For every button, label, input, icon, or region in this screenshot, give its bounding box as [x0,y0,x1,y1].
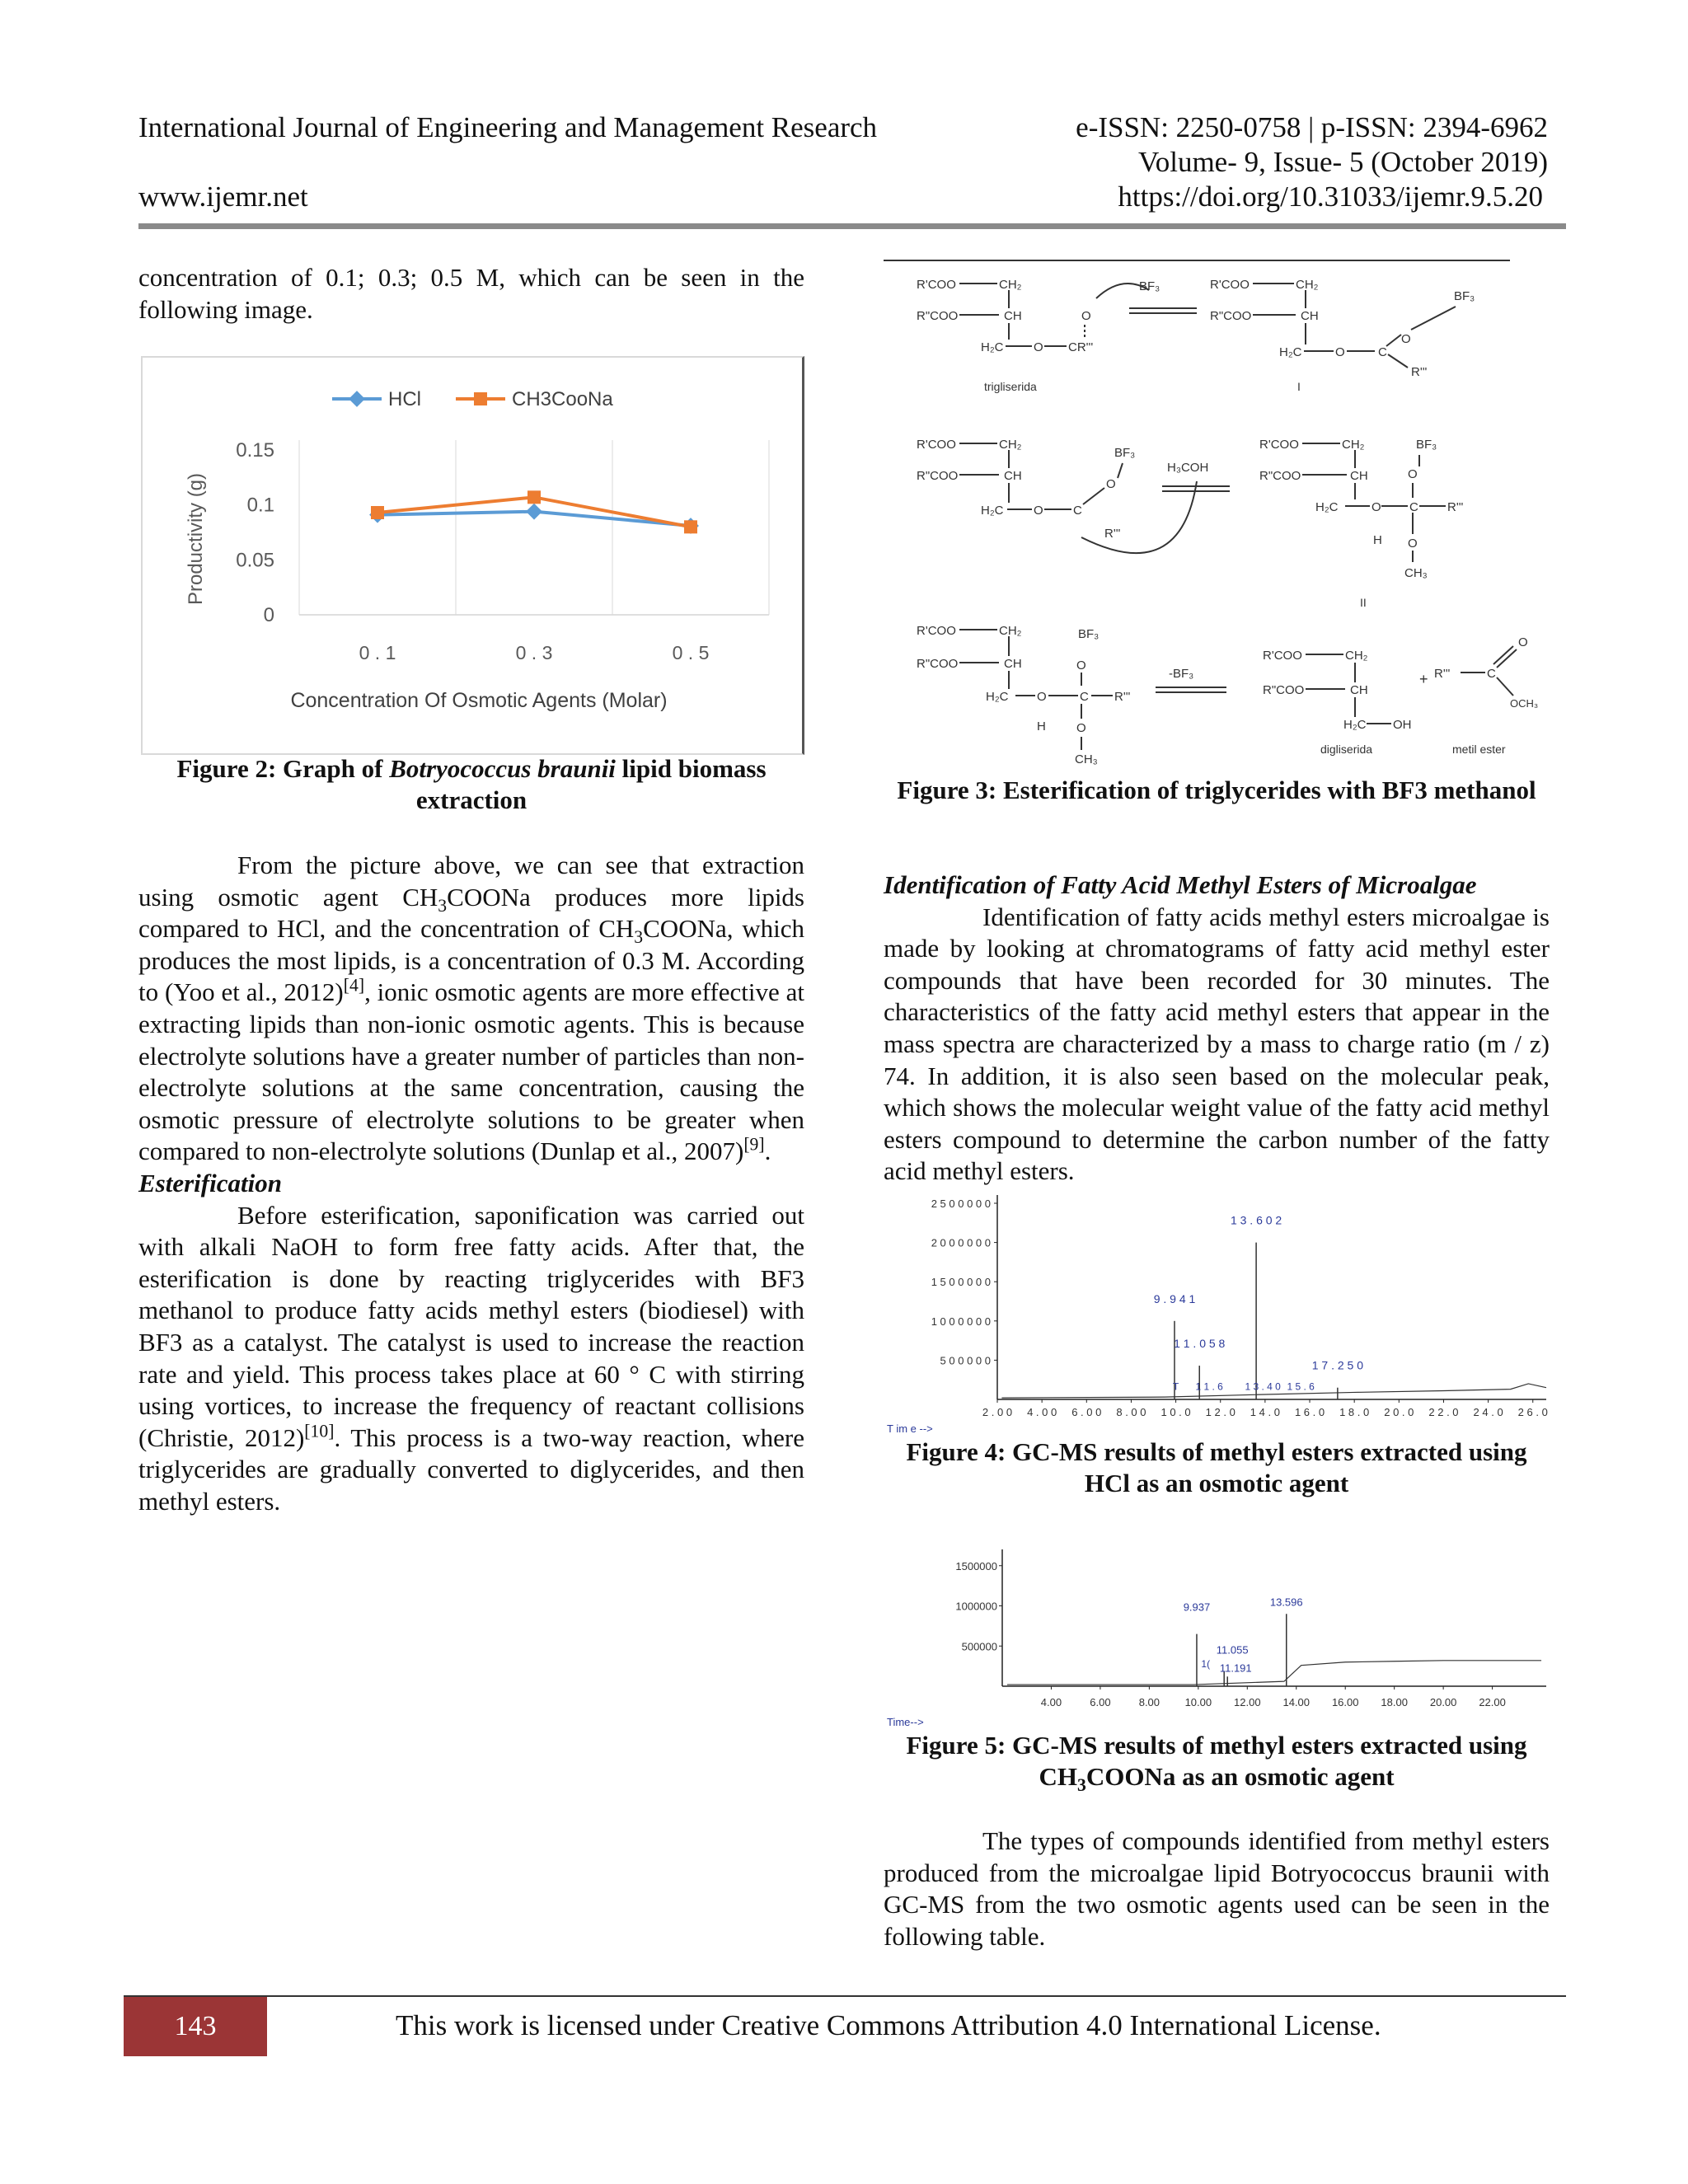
r2-label: R"COO [1263,683,1305,697]
legend-marker [349,391,365,407]
intermediate-1-structure [1210,278,1475,393]
h2c-label: H₂C [1279,345,1302,359]
x-tick-label: 4.00 [1040,1696,1062,1708]
x-tick-label: 1 2 . 0 [1205,1406,1236,1418]
data-point [684,520,697,533]
peak-label: 9 . 9 4 1 [1153,1291,1196,1305]
o-label: O [1408,467,1418,481]
journal-title: International Journal of Engineering and Management Research [138,111,878,143]
h2c-label: H₂C [981,504,1004,518]
ch2-label: CH₂ [1345,649,1368,663]
header-rule [138,223,1566,229]
o-carbonyl-label: O [1081,309,1091,323]
o-label: O [1401,332,1411,346]
metil-ester-label: metil ester [1452,743,1506,756]
x-tick-label: 0 . 1 [359,642,396,663]
website-link[interactable]: www.ijemr.net [138,180,308,213]
h-label: H [1037,719,1046,733]
r1-label: R'COO [917,438,956,452]
x-tick-label: 0 . 5 [672,642,710,663]
x-tick-label: 16.00 [1331,1696,1359,1708]
triglyceride-structure [917,278,1093,393]
x-tick-label: 12.00 [1234,1696,1261,1708]
ch-label: CH [1004,657,1022,671]
bf3-label: BF₃ [1139,279,1160,293]
och3-label: OCH₃ [1510,697,1539,710]
r2-label: R"COO [1210,309,1252,323]
x-axis-label: Concentration Of Osmotic Agents (Molar) [290,689,668,712]
x-tick-label: 18.00 [1381,1696,1408,1708]
y-tick-label: 1 0 0 0 0 0 0 [931,1315,991,1328]
figure-2-caption: Figure 2: Graph of Botryococcus braunii lipid biomass extraction [176,754,767,814]
r3-label: R''' [1447,500,1464,514]
oh-label: OH [1393,718,1412,732]
ch-label: CH [1004,309,1022,323]
intermediate-activated-structure [917,438,1208,541]
figure-5-caption: Figure 5: GC-MS results of methyl esters extracted using $CH_3COONa$ as an osmotic agent [906,1731,1527,1796]
o-label: O [1335,345,1345,359]
y-tick-label: 1500000 [955,1559,997,1572]
figure-3-top-rule [884,260,1510,261]
doi-link[interactable]: https://doi.org/10.31033/ijemr.9.5.20 [1118,180,1543,213]
ch-label: CH [1350,683,1368,697]
legend-marker [474,392,487,405]
peak-label: 1 7 . 2 5 0 [1311,1358,1364,1372]
bf3-label: BF₃ [1416,438,1437,452]
c-label: C [1409,500,1418,514]
y-tick-label: 0.1 [246,494,274,517]
c-label: C [1073,504,1082,518]
x-tick-label: 2 0 . 0 [1384,1406,1414,1418]
ch-label: CH [1301,309,1319,323]
peak-label: 13.596 [1269,1596,1303,1609]
r1-label: R'COO [1259,438,1299,452]
y-tick-label: 0.15 [236,439,274,462]
figure-3-caption: Figure 3: Esterification of triglycerides with BF3 methanol [897,776,1536,804]
x-tick-label: 2 . 0 0 [982,1406,1013,1418]
baseline-trace [1007,1661,1541,1685]
stage-2-label: II [1360,596,1367,609]
r3-label: R''' [1411,365,1428,379]
x-tick-label: 0 . 3 [515,642,553,663]
o-label: O [1076,721,1086,735]
r2-label: R"COO [917,469,959,483]
bf3-label: BF₃ [1114,446,1136,460]
methyl-ester-structure [1434,635,1538,756]
r1-label: R'COO [1210,278,1250,292]
x-tick-label: 1 0 . 0 [1160,1406,1191,1418]
x-tick-label: 2 4 . 0 [1473,1406,1503,1418]
diglyceride-structure [1263,649,1412,756]
x-tick-label: 8 . 0 0 [1116,1406,1146,1418]
stage-1-label: I [1297,380,1301,393]
r1-label: R'COO [917,624,956,638]
r2-label: R"COO [917,309,959,323]
y-tick-label: 2 5 0 0 0 0 0 [931,1197,991,1210]
bf3-label: BF₃ [1454,289,1475,303]
cr-label: CR''' [1068,340,1094,354]
minor-peak-label: 1 5 . 6 [1287,1380,1315,1393]
x-tick-label: 2 2 . 0 [1428,1406,1459,1418]
legend-label: HCl [388,388,421,410]
minor-peak-label: 1( [1201,1658,1211,1671]
h3coh-label: H₃COH [1167,461,1209,475]
r3-label: R''' [1104,527,1121,541]
r1-label: R'COO [1263,649,1302,663]
minor-peak-label: 1 3 . 4 0 [1245,1380,1281,1393]
x-tick-label: 6 . 0 0 [1071,1406,1102,1418]
ch3-label: CH₃ [1075,752,1098,766]
volume-issue: Volume- 9, Issue- 5 (October 2019) [1137,146,1548,178]
ch-label: CH [1004,469,1022,483]
ch-label: CH [1350,469,1368,483]
footer-rule [124,1995,1566,1997]
ch2-label: CH₂ [999,278,1022,292]
intro-text: concentration of 0.1; 0.3; 0.5 M, which can be seen in the following image. [138,263,804,324]
issn: e-ISSN: 2250-0758 | p-ISSN: 2394-6962 [1076,111,1548,143]
c-label: C [1378,345,1387,359]
h2c-label: H₂C [986,690,1009,704]
x-tick-label: 8.00 [1138,1696,1160,1708]
x-axis-label: Time--> [887,1716,924,1728]
x-tick-label: 14.00 [1282,1696,1311,1708]
digliserida-label: digliserida [1320,743,1373,756]
o-label: O [1106,477,1116,491]
y-tick-label: 1000000 [955,1600,997,1613]
heading-identification: Identification of Fatty Acid Methyl Esters of Microalgae [884,870,1477,899]
o-label: O [1408,537,1418,551]
paragraph-table-intro: The types of compounds identified from methyl esters produced from the microalgae lipid Botryococcus braunii with GC-MS from the two osmotic agents used can be seen in the following table. [884,1826,1550,1951]
intermediate-2-structure [1259,438,1464,609]
peak-label: 11.055 [1216,1643,1249,1657]
ch2-label: CH₂ [1342,438,1365,452]
figure-2-svg [143,358,802,753]
figure-4-caption: Figure 4: GC-MS results of methyl esters extracted using HCl as an osmotic agent [906,1437,1527,1497]
r2-label: R"COO [917,657,959,671]
ch3-label: CH₃ [1404,566,1428,580]
page-number: 143 [124,1997,267,2056]
x-tick-label: 1 6 . 0 [1294,1406,1325,1418]
peak-label: 1 1 . 0 5 8 [1174,1337,1226,1351]
o-label: O [1034,340,1043,354]
peak-label: 11.191 [1219,1661,1252,1675]
heading-esterification: Esterification [138,1168,282,1197]
y-tick-label: 1 5 0 0 0 0 0 [931,1276,991,1289]
h2c-label: H₂C [981,340,1004,354]
o-label: O [1518,635,1528,649]
h2c-label: H₂C [1343,718,1367,732]
plus-label: + [1419,671,1428,687]
x-tick-label: 1 4 . 0 [1250,1406,1280,1418]
o-label: O [1034,504,1043,518]
trigliserida-label: trigliserida [984,380,1037,393]
r2-label: R"COO [1259,469,1301,483]
h2c-label: H₂C [1315,500,1339,514]
o-label: O [1076,658,1086,673]
data-point [528,490,541,504]
x-axis-label: T im e --> [887,1422,933,1435]
x-tick-label: 22.00 [1479,1696,1506,1708]
y-tick-label: 0 [263,604,274,626]
y-axis-label: Productivity (g) [185,472,207,606]
o-label: O [1037,690,1047,704]
bf3-label: BF₃ [1078,627,1100,641]
license-text: This work is licensed under Creative Commons Attribution 4.0 International License. [396,2009,1381,2041]
h-label: H [1373,533,1382,547]
figure-2-chart [141,356,804,755]
ch2-label: CH₂ [999,624,1022,638]
x-tick-label: 10.00 [1184,1696,1212,1708]
o-label: O [1372,500,1381,514]
paragraph-identification: Identification of Fatty Acid Methyl Esters of Microalgae Identification of fatty acids methyl esters microalgae is made by looking at chromatograms of fatty acid methyl ester compounds that have been recorded for 30 minutes. The characteristics of the fatty acid methyl esters that appear in the mass spectra are characterized by a mass to charge ratio (m / z) 74. In addition, it is also seen based on the molecular peak, which shows the molecular weight value of the fatty acid methyl esters compound to determine the carbon number of the fatty acid methyl esters. [884,870,1550,1186]
minor-peak-label: 1 1 . 6 [1195,1380,1223,1393]
r1-label: R'COO [917,278,956,292]
minus-bf3-label: -BF₃ [1169,667,1194,681]
figure-5-chromatogram [882,1541,1550,1731]
peak-label: 1 3 . 6 0 2 [1230,1213,1282,1227]
data-point [371,506,384,519]
x-tick-label: 6.00 [1090,1696,1111,1708]
peak-label: 9.937 [1183,1601,1211,1614]
minor-peak-label: T [1172,1380,1179,1393]
r3-label: R''' [1114,690,1131,704]
paragraph-osmotic: From the picture above, we can see that extraction using osmotic agent $CH_3COONa$ produces more lipids compared to HCl, and the concentration of $CH_3COONa$, which produces the most lipids, is a concentration of 0.3 M. According to (Yoo et al., 2012)[4], ionic osmotic agents are more effective at extracting lipids than non-ionic osmotic agents. This is because electrolyte solutions have a greater number of particles than non-electrolyte solutions at the same concentration, causing the osmotic pressure of electrolyte solutions to be greater when compared to non-electrolyte solutions (Dunlap et al., 2007)[9]. Esterification Before esterification, saponification was carried out with alkali NaOH to form free fatty acids. After that, the esterification is done by reacting triglycerides with BF3 methanol to produce fatty acids methyl esters (biodiesel) with BF3 as a catalyst. The catalyst is used to increase the reaction rate and yield. This process takes place at 60 ° C with stirring using vortices, to increase the frequency of reactant collisions (Christie, 2012)[10]. This process is a two-way reaction, where triglycerides are gradually converted to diglycerides, and then methyl esters. [138,851,805,1516]
x-tick-label: 4 . 0 0 [1027,1406,1057,1418]
y-tick-label: 500000 [961,1640,997,1653]
data-point [526,504,542,520]
ch2-label: CH₂ [999,438,1022,452]
r3-label: R''' [1434,667,1451,681]
x-tick-label: 2 6 . 0 [1517,1406,1548,1418]
figure-4-chromatogram [882,1187,1550,1434]
y-tick-label: 2 0 0 0 0 0 0 [931,1236,991,1249]
legend-label: CH3CooNa [512,388,613,410]
x-tick-label: 20.00 [1429,1696,1457,1708]
y-tick-label: 0.05 [236,549,274,572]
ch2-label: CH₂ [1296,278,1319,292]
x-tick-label: 1 8 . 0 [1339,1406,1370,1418]
c-label: C [1080,690,1089,704]
y-tick-label: 5 0 0 0 0 0 [940,1354,991,1367]
figure-3-reaction-scheme [884,265,1539,766]
c-label: C [1487,667,1496,681]
